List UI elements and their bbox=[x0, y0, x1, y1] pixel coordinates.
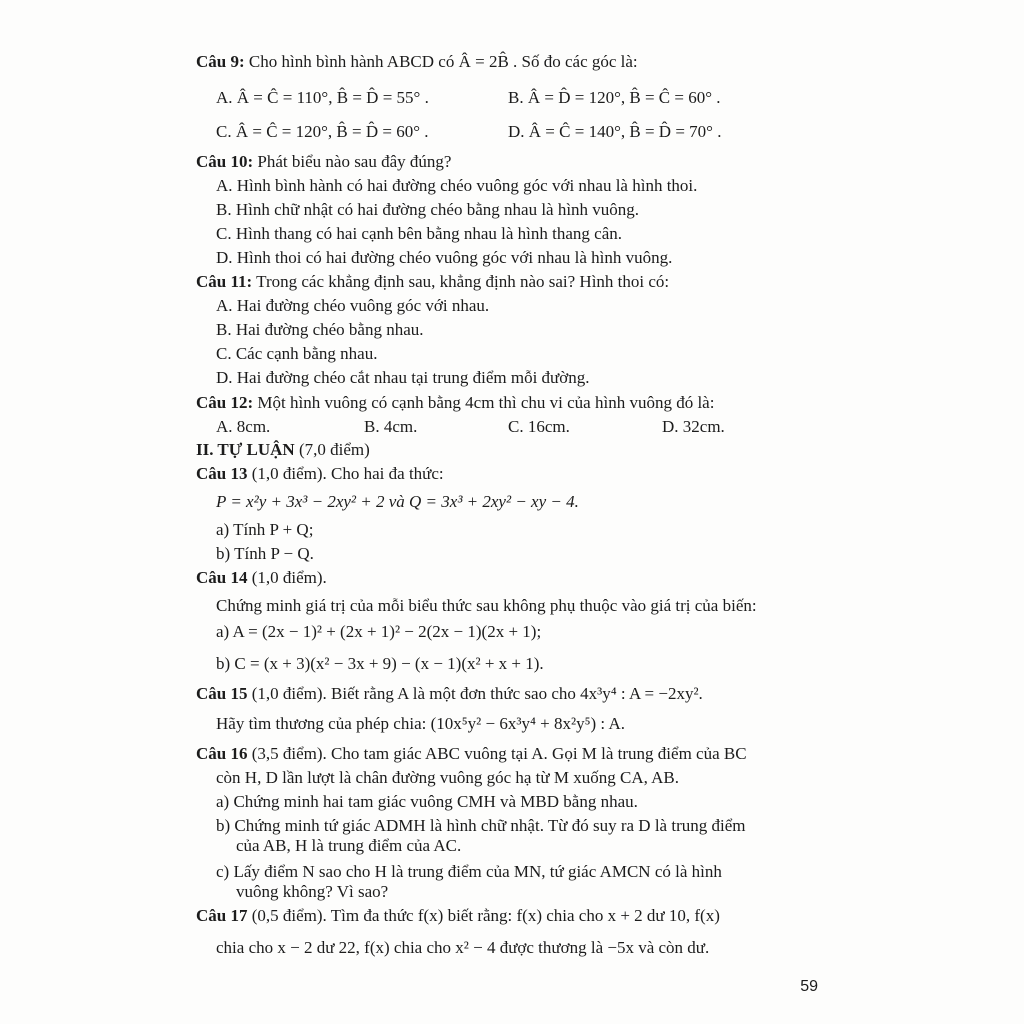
option-c: C. Â = Ĉ = 120°, B̂ = D̂ = 60° . bbox=[216, 122, 429, 141]
question-12 bbox=[196, 393, 714, 413]
question-text: Một hình vuông có cạnh bằng 4cm thì chu vi của hình vuông đó là: bbox=[257, 393, 715, 412]
option-a: A. Hai đường chéo vuông góc với nhau. bbox=[216, 296, 490, 315]
question-9 bbox=[196, 52, 638, 72]
question-intro: Chứng minh giá trị của mỗi biểu thức sau không phụ thuộc vào giá trị của biến: bbox=[216, 596, 757, 615]
question-13 bbox=[196, 464, 444, 484]
question-text: (1,0 điểm). bbox=[251, 568, 327, 587]
question-14 bbox=[196, 568, 327, 588]
question-16 bbox=[196, 744, 747, 764]
part-a: a) A = (2x − 1)² + (2x + 1)² − 2(2x − 1)(2x + 1); bbox=[216, 622, 542, 641]
option-c: C. Hình thang có hai cạnh bên bằng nhau là hình thang cân. bbox=[216, 224, 622, 243]
option-d: D. Â = Ĉ = 140°, B̂ = D̂ = 70° . bbox=[508, 122, 722, 141]
section-points: (7,0 điểm) bbox=[298, 440, 370, 459]
option-b: B. 4cm. bbox=[364, 417, 418, 436]
part-c: c) Lấy điểm N sao cho H là trung điểm của MN, tứ giác AMCN có là hình bbox=[216, 862, 722, 881]
part-b: b) C = (x + 3)(x² − 3x + 9) − (x − 1)(x² + x + 1). bbox=[216, 654, 544, 673]
part-c-cont: vuông không? Vì sao? bbox=[236, 882, 389, 901]
question-label: Câu 9: bbox=[196, 52, 245, 71]
section-heading bbox=[196, 440, 370, 460]
part-b: b) Tính P − Q. bbox=[216, 544, 314, 563]
page-number: 59 bbox=[800, 978, 818, 995]
question-label: Câu 16 bbox=[196, 744, 248, 763]
option-a: A. 8cm. bbox=[216, 417, 271, 436]
question-line: chia cho x − 2 dư 22, f(x) chia cho x² − 4 được thương là −5x và còn dư. bbox=[216, 938, 710, 957]
question-label: Câu 15 bbox=[196, 684, 248, 703]
part-b: b) Chứng minh tứ giác ADMH là hình chữ nhật. Từ đó suy ra D là trung điểm bbox=[216, 816, 746, 835]
question-label: Câu 13 bbox=[196, 464, 248, 483]
question-10 bbox=[196, 152, 451, 172]
part-a: a) Chứng minh hai tam giác vuông CMH và MBD bằng nhau. bbox=[216, 792, 638, 811]
option-b: B. Hai đường chéo bằng nhau. bbox=[216, 320, 424, 339]
formula: P = x²y + 3x³ − 2xy² + 2 và Q = 3x³ + 2xy² − xy − 4. bbox=[216, 492, 579, 511]
question-text: Trong các khẳng định sau, khẳng định nào sai? Hình thoi có: bbox=[256, 272, 670, 291]
question-text: Phát biểu nào sau đây đúng? bbox=[257, 152, 452, 171]
question-label: Câu 11: bbox=[196, 272, 253, 291]
part-a: a) Tính P + Q; bbox=[216, 520, 314, 539]
option-d: D. Hình thoi có hai đường chéo vuông góc với nhau là hình vuông. bbox=[216, 248, 673, 267]
option-a: A. Â = Ĉ = 110°, B̂ = D̂ = 55° . bbox=[216, 88, 429, 107]
option-c: C. Các cạnh bằng nhau. bbox=[216, 344, 378, 363]
question-line: Hãy tìm thương của phép chia: (10x⁵y² − 6x³y⁴ + 8x²y⁵) : A. bbox=[216, 714, 625, 733]
question-11 bbox=[196, 272, 669, 292]
question-label: Câu 14 bbox=[196, 568, 248, 587]
question-label: Câu 12: bbox=[196, 393, 254, 412]
question-17 bbox=[196, 906, 720, 926]
question-text: Cho hình bình hành ABCD có Â = 2B̂ . Số đo các góc là: bbox=[248, 52, 638, 71]
question-text: (3,5 điểm). Cho tam giác ABC vuông tại A. Gọi M là trung điểm của BC bbox=[251, 744, 747, 763]
question-text: (0,5 điểm). Tìm đa thức f(x) biết rằng: f(x) chia cho x + 2 dư 10, f(x) bbox=[251, 906, 720, 925]
question-label: Câu 10: bbox=[196, 152, 254, 171]
part-b-cont: của AB, H là trung điểm của AC. bbox=[236, 836, 462, 855]
section-title: II. TỰ LUẬN bbox=[196, 440, 295, 459]
option-b: B. Hình chữ nhật có hai đường chéo bằng nhau là hình vuông. bbox=[216, 200, 640, 219]
question-label: Câu 17 bbox=[196, 906, 248, 925]
question-text: (1,0 điểm). Biết rằng A là một đơn thức sao cho 4x³y⁴ : A = −2xy². bbox=[251, 684, 703, 703]
question-line: còn H, D lần lượt là chân đường vuông góc hạ từ M xuống CA, AB. bbox=[216, 768, 680, 787]
option-b: B. Â = D̂ = 120°, B̂ = Ĉ = 60° . bbox=[508, 88, 721, 107]
question-text: (1,0 điểm). Cho hai đa thức: bbox=[251, 464, 444, 483]
question-15 bbox=[196, 684, 703, 704]
option-d: D. Hai đường chéo cắt nhau tại trung điểm mỗi đường. bbox=[216, 368, 590, 387]
option-d: D. 32cm. bbox=[662, 417, 725, 436]
option-c: C. 16cm. bbox=[508, 417, 570, 436]
option-a: A. Hình bình hành có hai đường chéo vuông góc với nhau là hình thoi. bbox=[216, 176, 698, 195]
